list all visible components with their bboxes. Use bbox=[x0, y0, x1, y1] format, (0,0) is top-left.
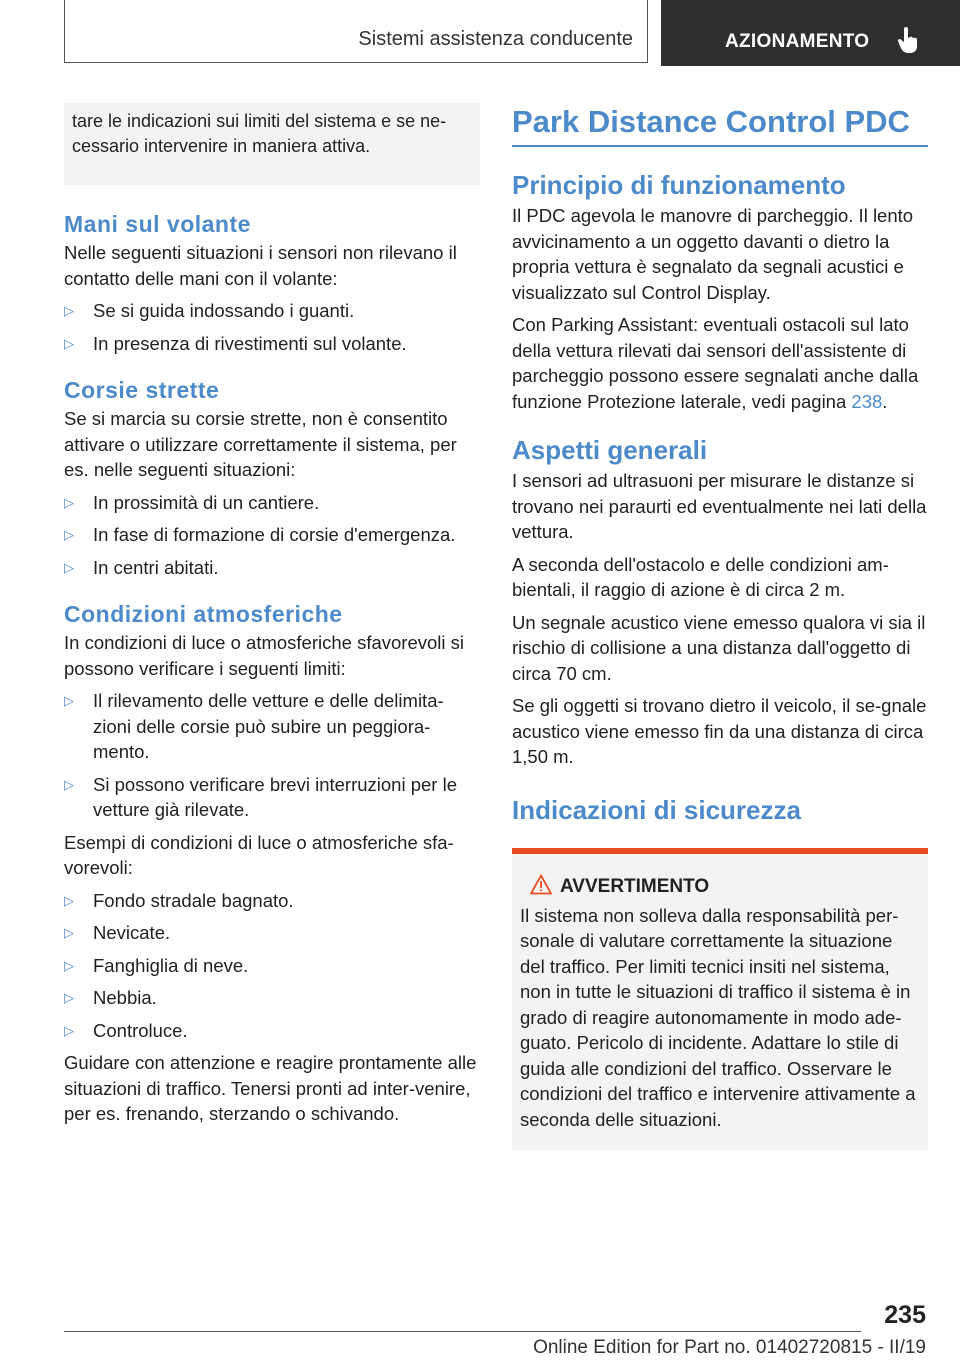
paragraph-corsie: Se si marcia su corsie strette, non è consentito attivare o utilizzare correttamente il sistema, per es. nelle seguenti situazioni: bbox=[64, 408, 457, 480]
triangle-bullet-icon: ▷ bbox=[64, 303, 74, 318]
continued-note bbox=[64, 103, 480, 185]
triangle-bullet-icon: ▷ bbox=[64, 925, 74, 940]
warning-text: Il sistema non solleva dalla responsabilità per-sonale di valutare correttamente la situazione del traffico. Per limiti tecnici insiti nel sistema, non in tutte le situazioni di traffico il sistema è in grado di reagire autonomamente in modo ade-guato. Pericolo di incidente. Adattare lo stile di guida alle condizioni del traffico. Osservare le condizioni del traffico e intervenire attivamente a seconda delle situazioni. bbox=[520, 904, 916, 1130]
hand-pointer-icon bbox=[897, 26, 919, 54]
left-column bbox=[64, 103, 480, 1127]
paragraph-principio-2: Con Parking Assistant: eventuali ostacoli sul lato della vettura rilevati dai sensori dell'assistente di parcheggio possono essere segnalati anche dalla funzione Protezione laterale, vedi pagina 238. bbox=[512, 314, 919, 412]
section-title: Sistemi assistenza conducente bbox=[358, 28, 633, 50]
paragraph-mani: Nelle seguenti situazioni i sensori non rilevano il contatto delle mani con il volante: bbox=[64, 242, 457, 289]
list-item: ▷ Se si guida indossando i guanti. bbox=[64, 298, 480, 324]
triangle-bullet-icon: ▷ bbox=[64, 1022, 74, 1038]
list-item: ▷ In presenza di rivestimenti sul volante. bbox=[64, 331, 480, 357]
paragraph-aspetti-2: A seconda dell'ostacolo e delle condizioni am-bientali, il raggio di azione è di circa 2 m. bbox=[512, 553, 889, 600]
list-item: ▷ Fondo stradale bagnato. bbox=[64, 888, 480, 914]
heading-principio: Principio di funzionamento bbox=[512, 170, 846, 200]
list-item: ▷ In prossimità di un cantiere. bbox=[64, 490, 480, 516]
footer-rule bbox=[64, 1331, 861, 1332]
list-item: ▷ Nebbia. bbox=[64, 985, 480, 1011]
list-item: ▷ Nevicate. bbox=[64, 920, 480, 946]
paragraph-aspetti-1: I sensori ad ultrasuoni per misurare le distanze si trovano nei paraurti ed eventualmente nei lati della vettura. bbox=[512, 470, 927, 542]
triangle-bullet-icon: ▷ bbox=[64, 990, 74, 1005]
triangle-bullet-icon: ▷ bbox=[64, 335, 74, 351]
list-item: ▷ Il rilevamento delle vetture e delle delimita-zioni delle corsie può subire un peggiora-mento. bbox=[64, 690, 444, 762]
warning-triangle-icon bbox=[530, 874, 552, 895]
heading-condizioni-atmosferiche: Condizioni atmosferiche bbox=[64, 601, 343, 627]
paragraph-aspetti-3: Un segnale acustico viene emesso qualora vi sia il rischio di collisione a una distanza dall'oggetto di circa 70 cm. bbox=[512, 611, 926, 684]
paragraph-guidare: Guidare con attenzione e reagire prontamente alle situazioni di traffico. Tenersi pronti ad inter-venire, per es. frenando, sterzando o schivando. bbox=[64, 1052, 477, 1124]
footer-edition: Online Edition for Part no. 01402720815 - II/19 bbox=[533, 1337, 926, 1358]
triangle-bullet-icon: ▷ bbox=[64, 494, 74, 510]
page-header bbox=[0, 0, 960, 66]
heading-corsie-strette: Corsie strette bbox=[64, 377, 220, 403]
right-column bbox=[512, 103, 928, 1150]
paragraph-principio-1: Il PDC agevola le manovre di parcheggio. Il lento avvicinamento a un oggetto davanti o dietro la propria vettura è segnalato da segnali acustici e visualizzato sul Control Display. bbox=[512, 205, 914, 303]
paragraph-condizioni: In condizioni di luce o atmosferiche sfavorevoli si possono verificare i seguenti limiti: bbox=[64, 632, 464, 679]
list-item: ▷ Si possono verificare brevi interruzioni per le vetture già rilevate. bbox=[64, 773, 458, 820]
triangle-bullet-icon: ▷ bbox=[64, 957, 74, 973]
triangle-bullet-icon: ▷ bbox=[64, 693, 74, 708]
page-number: 235 bbox=[884, 1301, 926, 1329]
paragraph-aspetti-4: Se gli oggetti si trovano dietro il veicolo, il se-gnale acustico viene emesso fin da una distanza di circa 1,50 m. bbox=[512, 695, 927, 767]
warning-box bbox=[512, 848, 928, 1151]
heading-rule bbox=[512, 145, 928, 147]
heading-park-distance-control: Park Distance Control PDC bbox=[512, 104, 910, 139]
list-item: ▷ Fanghiglia di neve. bbox=[64, 953, 480, 979]
heading-mani-sul-volante: Mani sul volante bbox=[64, 211, 251, 237]
list-esempi bbox=[64, 888, 480, 1044]
warning-title: AVVERTIMENTO bbox=[520, 874, 920, 900]
section-header-box bbox=[64, 0, 648, 63]
continued-text: tare le indicazioni sui limiti del sistema e se ne-cessario intervenire in maniera attiva. bbox=[72, 111, 447, 156]
page-link[interactable]: 238 bbox=[851, 390, 883, 412]
list-mani bbox=[64, 298, 480, 356]
list-item: ▷ In fase di formazione di corsie d'emergenza. bbox=[64, 522, 480, 548]
triangle-bullet-icon: ▷ bbox=[64, 559, 74, 575]
chapter-title: AZIONAMENTO bbox=[725, 31, 870, 52]
chapter-tab bbox=[661, 0, 960, 66]
heading-aspetti-generali: Aspetti generali bbox=[512, 435, 708, 465]
triangle-bullet-icon: ▷ bbox=[64, 776, 74, 792]
triangle-bullet-icon: ▷ bbox=[64, 527, 74, 542]
paragraph-esempi: Esempi di condizioni di luce o atmosferiche sfa-vorevoli: bbox=[64, 831, 454, 878]
list-item: ▷ In centri abitati. bbox=[64, 555, 480, 581]
list-condizioni-limiti bbox=[64, 688, 480, 823]
triangle-bullet-icon: ▷ bbox=[64, 892, 74, 908]
list-item: ▷ Controluce. bbox=[64, 1018, 480, 1044]
list-corsie bbox=[64, 490, 480, 581]
heading-indicazioni-sicurezza: Indicazioni di sicurezza bbox=[512, 794, 801, 825]
